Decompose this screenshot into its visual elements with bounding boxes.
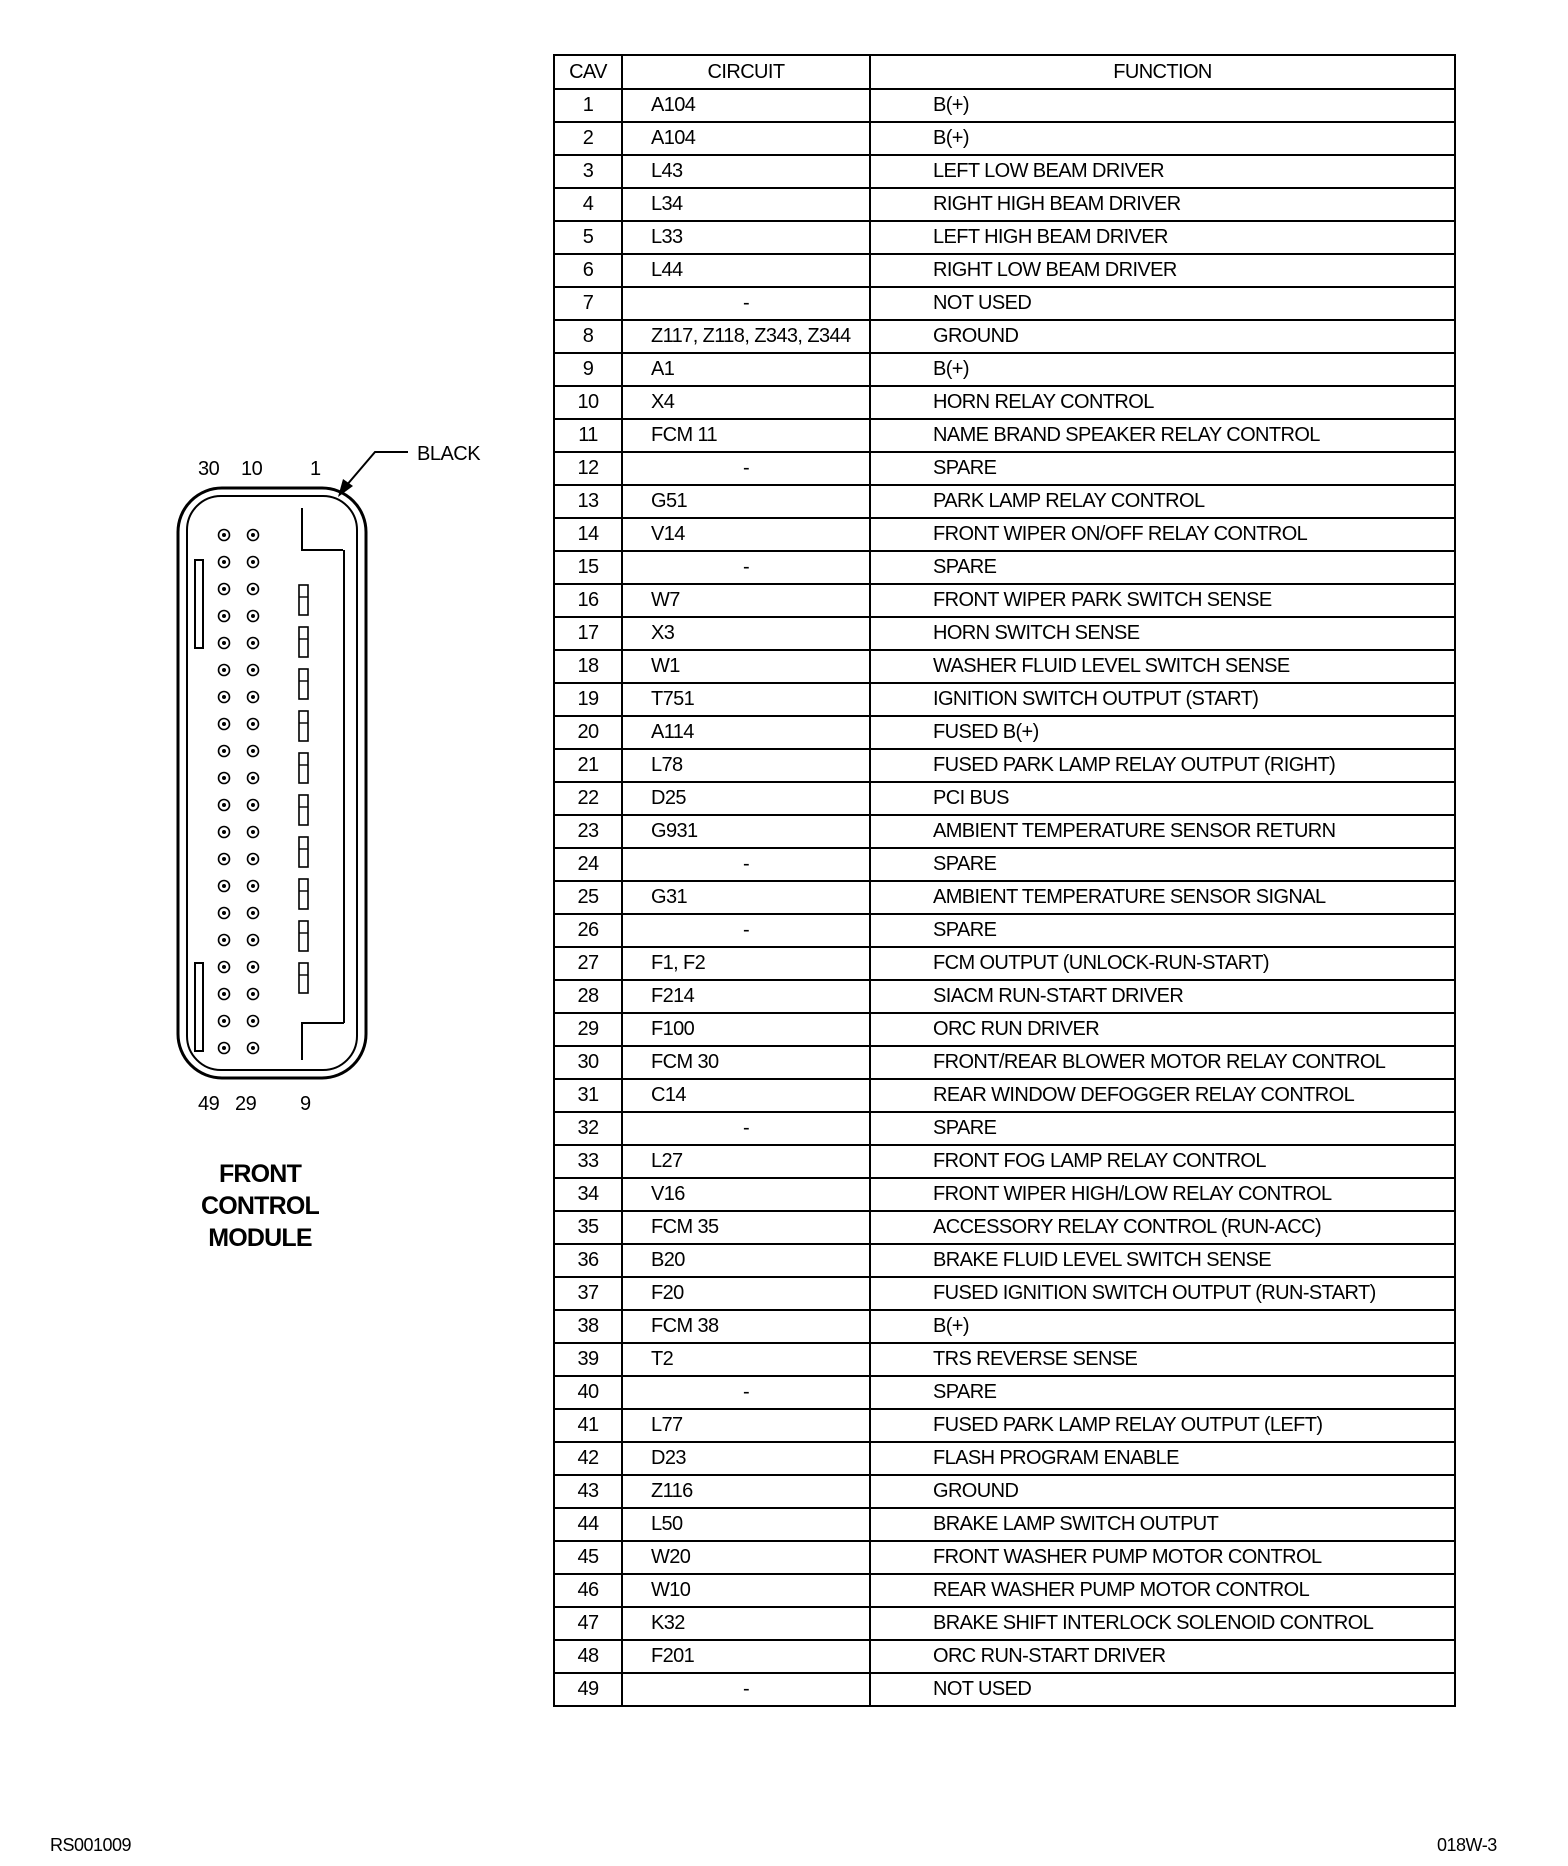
table-row (554, 1343, 1455, 1376)
table-row (554, 1640, 1455, 1673)
cell-cav: 34 (554, 1178, 622, 1211)
pin-contact (251, 857, 255, 861)
table-row (554, 1541, 1455, 1574)
pin-label-9: 9 (300, 1093, 311, 1115)
cell-cav: 20 (554, 716, 622, 749)
cell-circuit: L78 (622, 749, 870, 782)
pin-contact (251, 749, 255, 753)
table-row (554, 815, 1455, 848)
cell-circuit: FCM 30 (622, 1046, 870, 1079)
cell-circuit: W1 (622, 650, 870, 683)
cell-function: B(+) (870, 89, 1455, 122)
cell-cav: 19 (554, 683, 622, 716)
cell-cav: 16 (554, 584, 622, 617)
cell-circuit: Z116 (622, 1475, 870, 1508)
cell-cav: 26 (554, 914, 622, 947)
cell-circuit: - (622, 287, 870, 320)
cell-function: IGNITION SWITCH OUTPUT (START) (870, 683, 1455, 716)
cell-cav: 37 (554, 1277, 622, 1310)
cell-circuit: F100 (622, 1013, 870, 1046)
cell-circuit: L34 (622, 188, 870, 221)
cell-circuit: K32 (622, 1607, 870, 1640)
cell-circuit: L33 (622, 221, 870, 254)
pin-contact (222, 614, 226, 618)
table-row (554, 518, 1455, 551)
cell-function: SPARE (870, 848, 1455, 881)
cell-function: WASHER FLUID LEVEL SWITCH SENSE (870, 650, 1455, 683)
table-row (554, 1574, 1455, 1607)
table-row (554, 1013, 1455, 1046)
cell-circuit: - (622, 1376, 870, 1409)
cell-cav: 14 (554, 518, 622, 551)
module-title-line-2: CONTROL (201, 1192, 319, 1220)
cell-circuit: W7 (622, 584, 870, 617)
table-row (554, 1277, 1455, 1310)
terminal-slot (299, 711, 308, 741)
pin-contact (222, 776, 226, 780)
pin-label-10: 10 (241, 458, 263, 480)
cell-function: FUSED B(+) (870, 716, 1455, 749)
cell-function: NOT USED (870, 287, 1455, 320)
pin-contact (222, 911, 226, 915)
pin-contact (251, 965, 255, 969)
cell-cav: 36 (554, 1244, 622, 1277)
cell-function: FUSED IGNITION SWITCH OUTPUT (RUN-START) (870, 1277, 1455, 1310)
cell-circuit: L43 (622, 155, 870, 188)
cell-circuit: - (622, 914, 870, 947)
cell-cav: 49 (554, 1673, 622, 1706)
cell-function: SIACM RUN-START DRIVER (870, 980, 1455, 1013)
connector-top-key (302, 508, 343, 550)
cell-function: TRS REVERSE SENSE (870, 1343, 1455, 1376)
cell-circuit: F214 (622, 980, 870, 1013)
pin-contact (222, 803, 226, 807)
pin-label-29: 29 (235, 1093, 257, 1115)
table-row (554, 617, 1455, 650)
cell-cav: 29 (554, 1013, 622, 1046)
cell-cav: 8 (554, 320, 622, 353)
cell-circuit: - (622, 551, 870, 584)
pin-contact (222, 560, 226, 564)
table-row (554, 1112, 1455, 1145)
pin-contact (251, 722, 255, 726)
header-cav: CAV (554, 55, 622, 89)
table-row (554, 122, 1455, 155)
cell-circuit: FCM 35 (622, 1211, 870, 1244)
cell-cav: 41 (554, 1409, 622, 1442)
connector-inner-shell (187, 496, 357, 1070)
pin-contact (251, 560, 255, 564)
cell-circuit: X4 (622, 386, 870, 419)
table-row (554, 188, 1455, 221)
footer-right-code: 018W-3 (1437, 1835, 1497, 1855)
cell-function: AMBIENT TEMPERATURE SENSOR SIGNAL (870, 881, 1455, 914)
cell-function: SPARE (870, 914, 1455, 947)
cell-function: BRAKE LAMP SWITCH OUTPUT (870, 1508, 1455, 1541)
header-function: FUNCTION (870, 55, 1455, 89)
connector-color-label: BLACK (417, 443, 481, 465)
table-row (554, 1508, 1455, 1541)
header-circuit: CIRCUIT (622, 55, 870, 89)
pin-contact (251, 1019, 255, 1023)
cell-function: SPARE (870, 1376, 1455, 1409)
terminal-slot (299, 837, 308, 867)
leader-arrow-line (346, 452, 408, 486)
table-row (554, 1310, 1455, 1343)
table-row (554, 914, 1455, 947)
cell-cav: 11 (554, 419, 622, 452)
cell-function: ACCESSORY RELAY CONTROL (RUN-ACC) (870, 1211, 1455, 1244)
pin-contact (222, 830, 226, 834)
pin-contact (251, 992, 255, 996)
cell-function: B(+) (870, 1310, 1455, 1343)
table-row (554, 749, 1455, 782)
terminal-slot (299, 879, 308, 909)
table-header-row (554, 55, 1455, 89)
cell-function: B(+) (870, 122, 1455, 155)
pin-contact (251, 830, 255, 834)
table-row (554, 584, 1455, 617)
cell-cav: 3 (554, 155, 622, 188)
cell-circuit: V14 (622, 518, 870, 551)
terminal-slot (299, 753, 308, 783)
cell-function: FUSED PARK LAMP RELAY OUTPUT (LEFT) (870, 1409, 1455, 1442)
pin-contact (251, 587, 255, 591)
cell-function: HORN RELAY CONTROL (870, 386, 1455, 419)
cell-function: FLASH PROGRAM ENABLE (870, 1442, 1455, 1475)
table-row (554, 1046, 1455, 1079)
cell-cav: 44 (554, 1508, 622, 1541)
table-row (554, 221, 1455, 254)
cell-function: NAME BRAND SPEAKER RELAY CONTROL (870, 419, 1455, 452)
cell-function: REAR WASHER PUMP MOTOR CONTROL (870, 1574, 1455, 1607)
cell-cav: 46 (554, 1574, 622, 1607)
cell-circuit: L77 (622, 1409, 870, 1442)
table-row (554, 1145, 1455, 1178)
pin-contact (251, 533, 255, 537)
connector-outer-shell (178, 488, 366, 1078)
terminal-slot (299, 669, 308, 699)
pin-contact (251, 1046, 255, 1050)
cell-circuit: W10 (622, 1574, 870, 1607)
cell-circuit: FCM 38 (622, 1310, 870, 1343)
cell-cav: 28 (554, 980, 622, 1013)
table-row (554, 155, 1455, 188)
table-row (554, 1409, 1455, 1442)
cell-circuit: F20 (622, 1277, 870, 1310)
cell-circuit: - (622, 1673, 870, 1706)
cell-cav: 48 (554, 1640, 622, 1673)
table-row (554, 1079, 1455, 1112)
pin-contact (222, 749, 226, 753)
pin-contact (222, 938, 226, 942)
connector-left-latch-bottom (195, 963, 203, 1051)
table-row (554, 419, 1455, 452)
table-row (554, 650, 1455, 683)
cell-cav: 31 (554, 1079, 622, 1112)
cell-circuit: Z117, Z118, Z343, Z344 (622, 320, 870, 353)
pin-contact (222, 641, 226, 645)
cell-cav: 45 (554, 1541, 622, 1574)
cell-circuit: L50 (622, 1508, 870, 1541)
terminal-slot (299, 963, 308, 993)
cell-circuit: G51 (622, 485, 870, 518)
cell-function: HORN SWITCH SENSE (870, 617, 1455, 650)
cell-cav: 25 (554, 881, 622, 914)
table-row (554, 386, 1455, 419)
pin-contact (222, 857, 226, 861)
terminal-slot (299, 921, 308, 951)
footer-left-code: RS001009 (50, 1835, 132, 1855)
cell-circuit: FCM 11 (622, 419, 870, 452)
pin-contact (222, 1019, 226, 1023)
pin-contact (251, 614, 255, 618)
cell-cav: 5 (554, 221, 622, 254)
cell-function: AMBIENT TEMPERATURE SENSOR RETURN (870, 815, 1455, 848)
cell-function: RIGHT HIGH BEAM DRIVER (870, 188, 1455, 221)
cell-cav: 7 (554, 287, 622, 320)
cell-function: ORC RUN DRIVER (870, 1013, 1455, 1046)
cell-function: PARK LAMP RELAY CONTROL (870, 485, 1455, 518)
cell-function: B(+) (870, 353, 1455, 386)
table-row (554, 947, 1455, 980)
cell-cav: 47 (554, 1607, 622, 1640)
table-row (554, 716, 1455, 749)
table-row (554, 1178, 1455, 1211)
pin-contact (222, 965, 226, 969)
pin-contact (251, 776, 255, 780)
cell-circuit: D25 (622, 782, 870, 815)
terminal-slots (299, 585, 308, 993)
pin-contact (222, 587, 226, 591)
cell-circuit: B20 (622, 1244, 870, 1277)
pin-contact (222, 992, 226, 996)
cell-circuit: X3 (622, 617, 870, 650)
cell-function: FRONT WASHER PUMP MOTOR CONTROL (870, 1541, 1455, 1574)
cell-cav: 10 (554, 386, 622, 419)
cell-cav: 1 (554, 89, 622, 122)
pin-contact (251, 695, 255, 699)
cell-function: PCI BUS (870, 782, 1455, 815)
cell-function: GROUND (870, 320, 1455, 353)
table-row (554, 782, 1455, 815)
cell-cav: 39 (554, 1343, 622, 1376)
cell-cav: 2 (554, 122, 622, 155)
cell-function: FRONT/REAR BLOWER MOTOR RELAY CONTROL (870, 1046, 1455, 1079)
cell-cav: 4 (554, 188, 622, 221)
table-row (554, 848, 1455, 881)
cell-function: FRONT FOG LAMP RELAY CONTROL (870, 1145, 1455, 1178)
cell-function: NOT USED (870, 1673, 1455, 1706)
cell-circuit: T751 (622, 683, 870, 716)
table-row (554, 1442, 1455, 1475)
table-row (554, 1211, 1455, 1244)
pin-contact (222, 695, 226, 699)
cell-circuit: - (622, 848, 870, 881)
cell-cav: 21 (554, 749, 622, 782)
cell-function: ORC RUN-START DRIVER (870, 1640, 1455, 1673)
table-row (554, 1475, 1455, 1508)
table-row (554, 485, 1455, 518)
cell-function: GROUND (870, 1475, 1455, 1508)
cell-cav: 23 (554, 815, 622, 848)
table-row (554, 320, 1455, 353)
cell-function: SPARE (870, 452, 1455, 485)
cell-function: SPARE (870, 551, 1455, 584)
pin-contact (222, 668, 226, 672)
cell-function: FRONT WIPER HIGH/LOW RELAY CONTROL (870, 1178, 1455, 1211)
cell-cav: 6 (554, 254, 622, 287)
cell-cav: 27 (554, 947, 622, 980)
cell-circuit: G931 (622, 815, 870, 848)
pin-contact (251, 803, 255, 807)
table-row (554, 254, 1455, 287)
cell-circuit: A114 (622, 716, 870, 749)
cell-cav: 38 (554, 1310, 622, 1343)
pin-contact (251, 884, 255, 888)
cell-cav: 42 (554, 1442, 622, 1475)
pin-label-30: 30 (198, 458, 220, 480)
cell-circuit: F201 (622, 1640, 870, 1673)
pin-contact (251, 641, 255, 645)
cell-cav: 12 (554, 452, 622, 485)
cell-circuit: F1, F2 (622, 947, 870, 980)
cell-circuit: D23 (622, 1442, 870, 1475)
pin-contact (222, 722, 226, 726)
cell-circuit: T2 (622, 1343, 870, 1376)
pin-contact (251, 938, 255, 942)
pin-label-1: 1 (310, 458, 321, 480)
cell-function: BRAKE FLUID LEVEL SWITCH SENSE (870, 1244, 1455, 1277)
cell-function: BRAKE SHIFT INTERLOCK SOLENOID CONTROL (870, 1607, 1455, 1640)
module-title (160, 1158, 360, 1254)
terminal-slot (299, 585, 308, 615)
table-row (554, 551, 1455, 584)
cell-circuit: G31 (622, 881, 870, 914)
cell-circuit: C14 (622, 1079, 870, 1112)
cell-function: RIGHT LOW BEAM DRIVER (870, 254, 1455, 287)
pin-label-49: 49 (198, 1093, 220, 1115)
cell-function: FRONT WIPER ON/OFF RELAY CONTROL (870, 518, 1455, 551)
cell-cav: 40 (554, 1376, 622, 1409)
table-row (554, 353, 1455, 386)
table-row (554, 1244, 1455, 1277)
module-title-line-3: MODULE (208, 1224, 312, 1252)
cell-circuit: W20 (622, 1541, 870, 1574)
cell-cav: 43 (554, 1475, 622, 1508)
pinout-table (553, 54, 1456, 1707)
pin-contact (251, 668, 255, 672)
cell-function: SPARE (870, 1112, 1455, 1145)
table-row (554, 452, 1455, 485)
cell-cav: 24 (554, 848, 622, 881)
table-row (554, 980, 1455, 1013)
cell-function: FCM OUTPUT (UNLOCK-RUN-START) (870, 947, 1455, 980)
pin-contact (222, 533, 226, 537)
cell-circuit: A1 (622, 353, 870, 386)
cell-circuit: A104 (622, 122, 870, 155)
table-row (554, 287, 1455, 320)
connector-face (150, 430, 410, 1090)
cell-cav: 22 (554, 782, 622, 815)
pin-contact (222, 884, 226, 888)
table-row (554, 1673, 1455, 1706)
cell-circuit: - (622, 452, 870, 485)
cell-function: FRONT WIPER PARK SWITCH SENSE (870, 584, 1455, 617)
cell-circuit: L27 (622, 1145, 870, 1178)
terminal-slot (299, 627, 308, 657)
cell-cav: 15 (554, 551, 622, 584)
cell-cav: 32 (554, 1112, 622, 1145)
cell-circuit: V16 (622, 1178, 870, 1211)
pin-contact (251, 911, 255, 915)
pin-contact (222, 1046, 226, 1050)
pin-grid (219, 530, 259, 1054)
table-row (554, 1607, 1455, 1640)
cell-cav: 35 (554, 1211, 622, 1244)
connector-left-latch-top (195, 560, 203, 648)
cell-circuit: L44 (622, 254, 870, 287)
cell-function: REAR WINDOW DEFOGGER RELAY CONTROL (870, 1079, 1455, 1112)
table-row (554, 683, 1455, 716)
connector-bottom-key (302, 1023, 344, 1060)
table-body (554, 89, 1455, 1706)
cell-cav: 18 (554, 650, 622, 683)
table-row (554, 89, 1455, 122)
cell-circuit: - (622, 1112, 870, 1145)
module-title-line-1: FRONT (218, 1160, 302, 1188)
table-row (554, 881, 1455, 914)
cell-circuit: A104 (622, 89, 870, 122)
cell-cav: 30 (554, 1046, 622, 1079)
terminal-slot (299, 795, 308, 825)
cell-cav: 33 (554, 1145, 622, 1178)
table-row (554, 1376, 1455, 1409)
cell-cav: 17 (554, 617, 622, 650)
cell-function: LEFT LOW BEAM DRIVER (870, 155, 1455, 188)
cell-cav: 9 (554, 353, 622, 386)
cell-function: LEFT HIGH BEAM DRIVER (870, 221, 1455, 254)
cell-function: FUSED PARK LAMP RELAY OUTPUT (RIGHT) (870, 749, 1455, 782)
cell-cav: 13 (554, 485, 622, 518)
